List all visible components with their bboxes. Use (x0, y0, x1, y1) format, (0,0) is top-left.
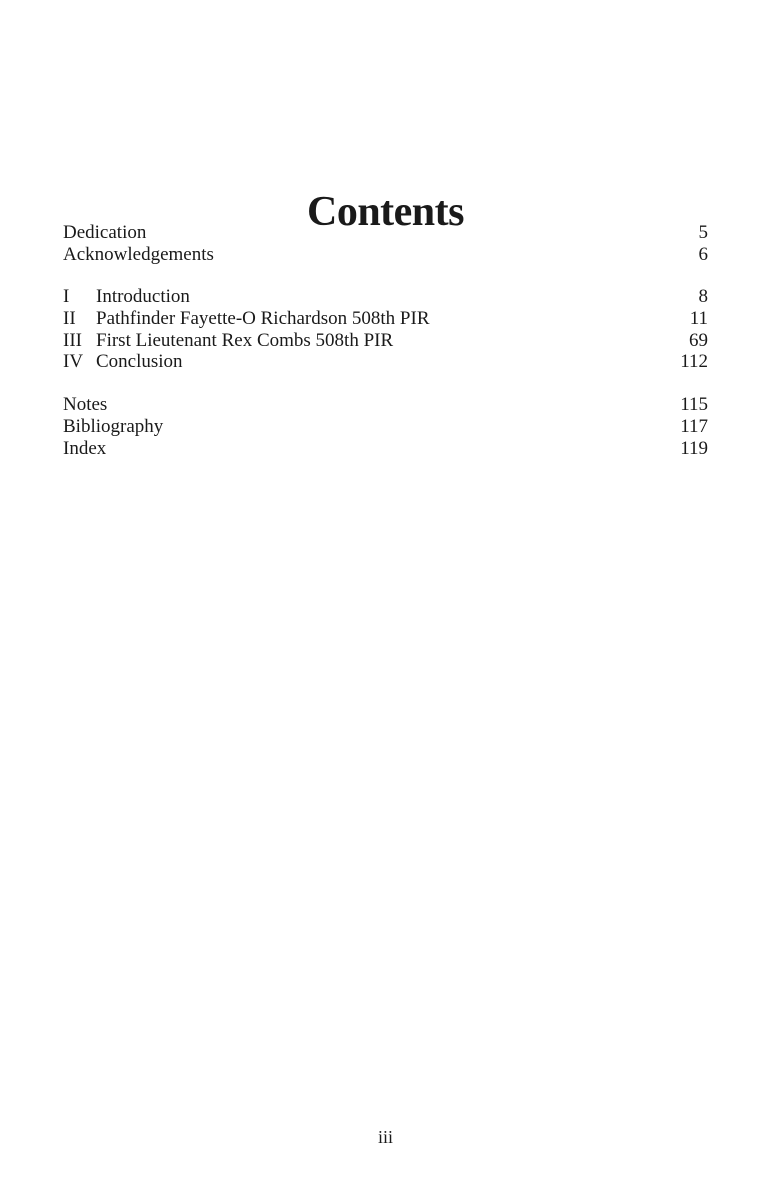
toc-entry-index (63, 438, 708, 460)
chapter-number: I (63, 286, 70, 308)
toc-entry-label: Pathfinder Fayette-O Richardson 508th PIR (96, 308, 430, 330)
toc-entry-label: Conclusion (96, 351, 183, 373)
toc-entry-page: 11 (689, 308, 708, 330)
toc-entry-acknowledgements (63, 244, 708, 266)
toc-entry-label: Notes (63, 394, 108, 416)
toc-entry-page: 6 (698, 243, 708, 265)
toc-entry-dedication (63, 222, 708, 244)
toc-entry-label: Dedication (63, 222, 147, 243)
toc-entry-title (63, 351, 183, 373)
chapter-number: III (63, 329, 82, 351)
chapter-number: II (63, 308, 76, 330)
toc-entry-page: 119 (680, 437, 708, 459)
toc-entry-chapter-3 (63, 330, 708, 352)
toc-entry-title (63, 330, 393, 352)
toc-entry-label: Index (63, 437, 107, 459)
toc-entry-bibliography (63, 416, 708, 438)
toc-entry-page: 112 (680, 351, 708, 373)
toc-entry-title (63, 222, 146, 244)
toc-entry-label: Acknowledgements (63, 243, 214, 265)
toc-entry-title (63, 308, 430, 330)
toc-entry-notes (63, 394, 708, 416)
toc-entry-page: 69 (689, 329, 708, 351)
toc-entry-page: 8 (698, 286, 708, 308)
toc-entry-title (63, 286, 190, 308)
toc-entry-title (63, 416, 163, 438)
back-matter-group (63, 394, 708, 459)
toc-entry-page: 115 (680, 394, 708, 416)
toc-entry-chapter-2 (63, 308, 708, 330)
toc-entry-label: Introduction (96, 286, 190, 308)
table-of-contents (63, 222, 708, 459)
toc-entry-chapter-4 (63, 351, 708, 373)
toc-entry-page: 117 (680, 415, 708, 437)
toc-entry-title (63, 438, 106, 460)
toc-entry-page: 5 (698, 222, 708, 243)
toc-entry-title (63, 394, 107, 416)
chapter-number: IV (63, 351, 84, 373)
front-matter-group (63, 222, 708, 265)
toc-entry-title (63, 244, 214, 266)
toc-entry-label: First Lieutenant Rex Combs 508th PIR (96, 329, 394, 351)
toc-entry-label: Bibliography (63, 415, 164, 437)
page-title: Contents (306, 189, 464, 236)
chapters-group (63, 286, 708, 373)
toc-entry-chapter-1 (63, 286, 708, 308)
page-number: iii (377, 1127, 393, 1147)
